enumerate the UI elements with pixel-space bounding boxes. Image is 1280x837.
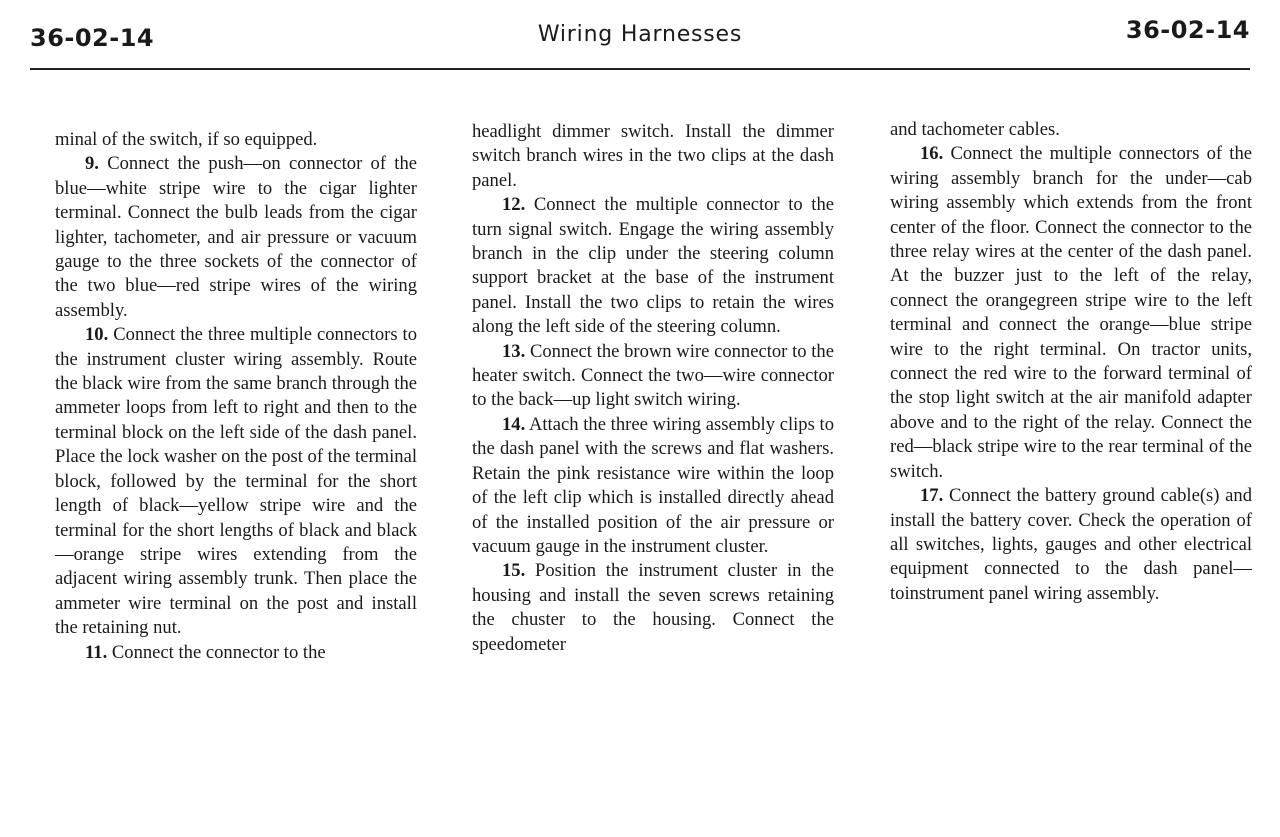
step-number: 17. <box>920 485 944 507</box>
step-10 <box>55 323 417 640</box>
text-column-3 <box>890 118 1252 606</box>
paragraph-text: headlight dimmer switch. Install the dimmer switch branch wires in the two clips at the dash panel. <box>472 121 834 191</box>
step-number: 15. <box>502 560 526 582</box>
step-11 <box>55 641 417 665</box>
text-column-1 <box>55 128 417 665</box>
step-number: 11. <box>85 641 108 663</box>
step-number: 14. <box>502 413 526 435</box>
step-13 <box>472 340 834 413</box>
step-16 <box>890 142 1252 484</box>
step-text: Connect the multiple connectors of the wiring assembly branch for the under—cab wiring assembly which extends from the front center of the floor. Connect the connector to the three relay wires at the center of the dash panel. At the buzzer just to the left of the relay, connect the orangegreen stripe wire to the left terminal and connect the orange—blue stripe wire to the right terminal. On tractor units, connect the red wire to the forward terminal of the stop light switch at the air manifold adapter above and to the right of the relay. Connect the red—black stripe wire to the rear terminal of the switch. <box>890 143 1253 482</box>
page-title: Wiring Harnesses <box>537 22 743 47</box>
step-9 <box>55 152 417 323</box>
step-number: 13. <box>502 340 526 362</box>
page-number-right: 36-02-14 <box>1125 16 1250 44</box>
step-number: 12. <box>502 194 526 216</box>
step-14 <box>472 413 834 559</box>
page-number-left: 36-02-14 <box>30 24 155 52</box>
page-header <box>30 12 1250 70</box>
step-number: 10. <box>85 324 109 346</box>
step-15 <box>472 559 834 657</box>
step-text: Connect the push—on connector of the blue—white stripe wire to the cigar lighter terminal. Connect the bulb leads from the cigar lighter, tachometer, and air pressure or vacuum gauge to the three sockets of the connector of the two blue—red stripe wires of the wiring assembly. <box>55 153 417 321</box>
paragraph-text: and tachometer cables. <box>890 119 1060 140</box>
step-12 <box>472 193 834 339</box>
step-number: 16. <box>920 143 944 165</box>
step-text: Connect the connector to the <box>111 641 326 663</box>
continued-paragraph <box>55 128 417 152</box>
step-text: Attach the three wiring assembly clips to the dash panel with the screws and flat washers. Retain the pink resistance wire within the loop of the left clip which is installed directly ahead of the installed position of the air pressure or vacuum gauge in the instrument cluster. <box>472 413 835 557</box>
continued-paragraph <box>472 120 834 193</box>
continued-paragraph <box>890 118 1252 142</box>
step-number: 9. <box>85 153 99 175</box>
step-text: Connect the three multiple connectors to the instrument cluster wiring assembly. Route the black wire from the same branch through the ammeter loops from left to right and then to the terminal block on the left side of the dash panel. Place the lock washer on the post of the terminal block, followed by the terminal for the short length of black—yellow stripe wire and the terminal for the short lengths of black and black—orange stripe wires extending from the adjacent wiring assembly trunk. Then place the ammeter wire terminal on the post and install the retaining nut. <box>55 324 418 639</box>
step-text: Connect the brown wire connector to the heater switch. Connect the two—wire connector to the back—up light switch wiring. <box>472 340 834 411</box>
step-17 <box>890 484 1252 606</box>
step-text: Position the instrument cluster in the housing and install the seven screws retaining the chuster to the housing. Connect the speedometer <box>472 560 834 655</box>
paragraph-text: minal of the switch, if so equipped. <box>55 129 318 150</box>
text-column-2 <box>472 120 834 657</box>
step-text: Connect the multiple connector to the turn signal switch. Engage the wiring assembly branch in the clip under the steering column support bracket at the base of the instrument panel. Install the two clips to retain the wires along the left side of the steering column. <box>472 194 834 338</box>
step-text: Connect the battery ground cable(s) and install the battery cover. Check the operation of all switches, lights, gauges and other electrical equipment connected to the dash panel—toinstrument panel wiring assembly. <box>890 485 1252 604</box>
